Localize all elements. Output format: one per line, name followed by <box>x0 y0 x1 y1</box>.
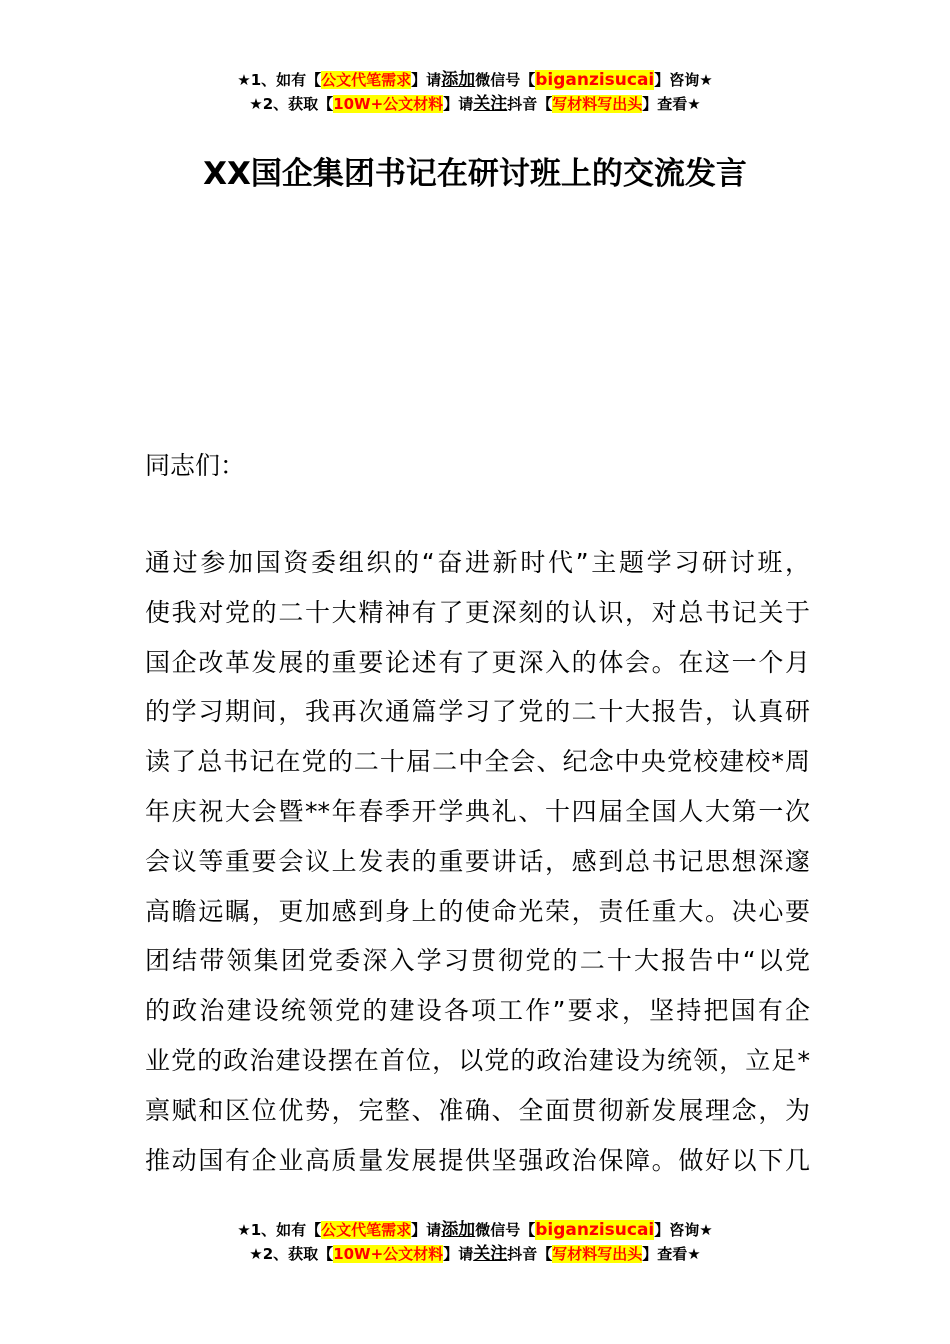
banner-highlight: 公文代笔需求 <box>321 1221 412 1239</box>
header-banner <box>0 68 950 116</box>
banner-highlight: 10W+公文材料 <box>333 95 444 113</box>
body-line: 禀赋和区位优势，完整、准确、全面贯彻新发展理念，为 <box>145 1095 810 1125</box>
body-line: 通过参加国资委组织的“奋进新时代”主题学习研讨班， <box>145 548 810 577</box>
banner-line-1: ★1、如有【公文代笔需求】请添加微信号【biganzisucai】咨询★ <box>237 70 713 90</box>
body-line: 年庆祝大会暨**年春季开学典礼、十四届全国人大第一次 <box>145 796 810 826</box>
footer-banner <box>0 1218 950 1266</box>
body-line: 的学习期间，我再次通篇学习了党的二十大报告，认真研 <box>145 697 810 727</box>
greeting: 同志们： <box>145 451 246 480</box>
banner-highlight: 公文代笔需求 <box>321 71 412 89</box>
body-paragraph <box>145 538 810 1185</box>
wechat-id: biganzisucai <box>535 70 655 90</box>
douyin-account: 写材料写出头 <box>552 1245 643 1263</box>
body-line: 使我对党的二十大精神有了更深刻的认识，对总书记关于 <box>145 597 810 627</box>
body-line: 高瞻远瞩，更加感到身上的使命光荣，责任重大。决心要 <box>145 896 810 926</box>
banner-line-2: ★2、获取【10W+公文材料】请关注抖音【写材料写出头】查看★ <box>249 1244 701 1264</box>
body-line: 国企改革发展的重要论述有了更深入的体会。在这一个月 <box>145 647 810 677</box>
body-line: 读了总书记在党的二十届二中全会、纪念中央党校建校*周 <box>145 747 810 777</box>
body-line: 的政治建设统领党的建设各项工作”要求，坚持把国有企 <box>145 996 810 1026</box>
douyin-account: 写材料写出头 <box>552 95 643 113</box>
body-line: 推动国有企业高质量发展提供坚强政治保障。做好以下几 <box>145 1145 810 1175</box>
wechat-id: biganzisucai <box>535 1220 655 1240</box>
banner-line-2: ★2、获取【10W+公文材料】请关注抖音【写材料写出头】查看★ <box>249 94 701 114</box>
body-line: 业党的政治建设摆在首位，以党的政治建设为统领，立足* <box>145 1045 810 1075</box>
banner-highlight: 10W+公文材料 <box>333 1245 444 1263</box>
body-line: 会议等重要会议上发表的重要讲话，感到总书记思想深邃 <box>145 846 810 876</box>
body-line: 团结带领集团党委深入学习贯彻党的二十大报告中“以党 <box>145 946 810 976</box>
banner-line-1: ★1、如有【公文代笔需求】请添加微信号【biganzisucai】咨询★ <box>237 1220 713 1240</box>
document-title: XX国企集团书记在研讨班上的交流发言 <box>203 156 747 192</box>
